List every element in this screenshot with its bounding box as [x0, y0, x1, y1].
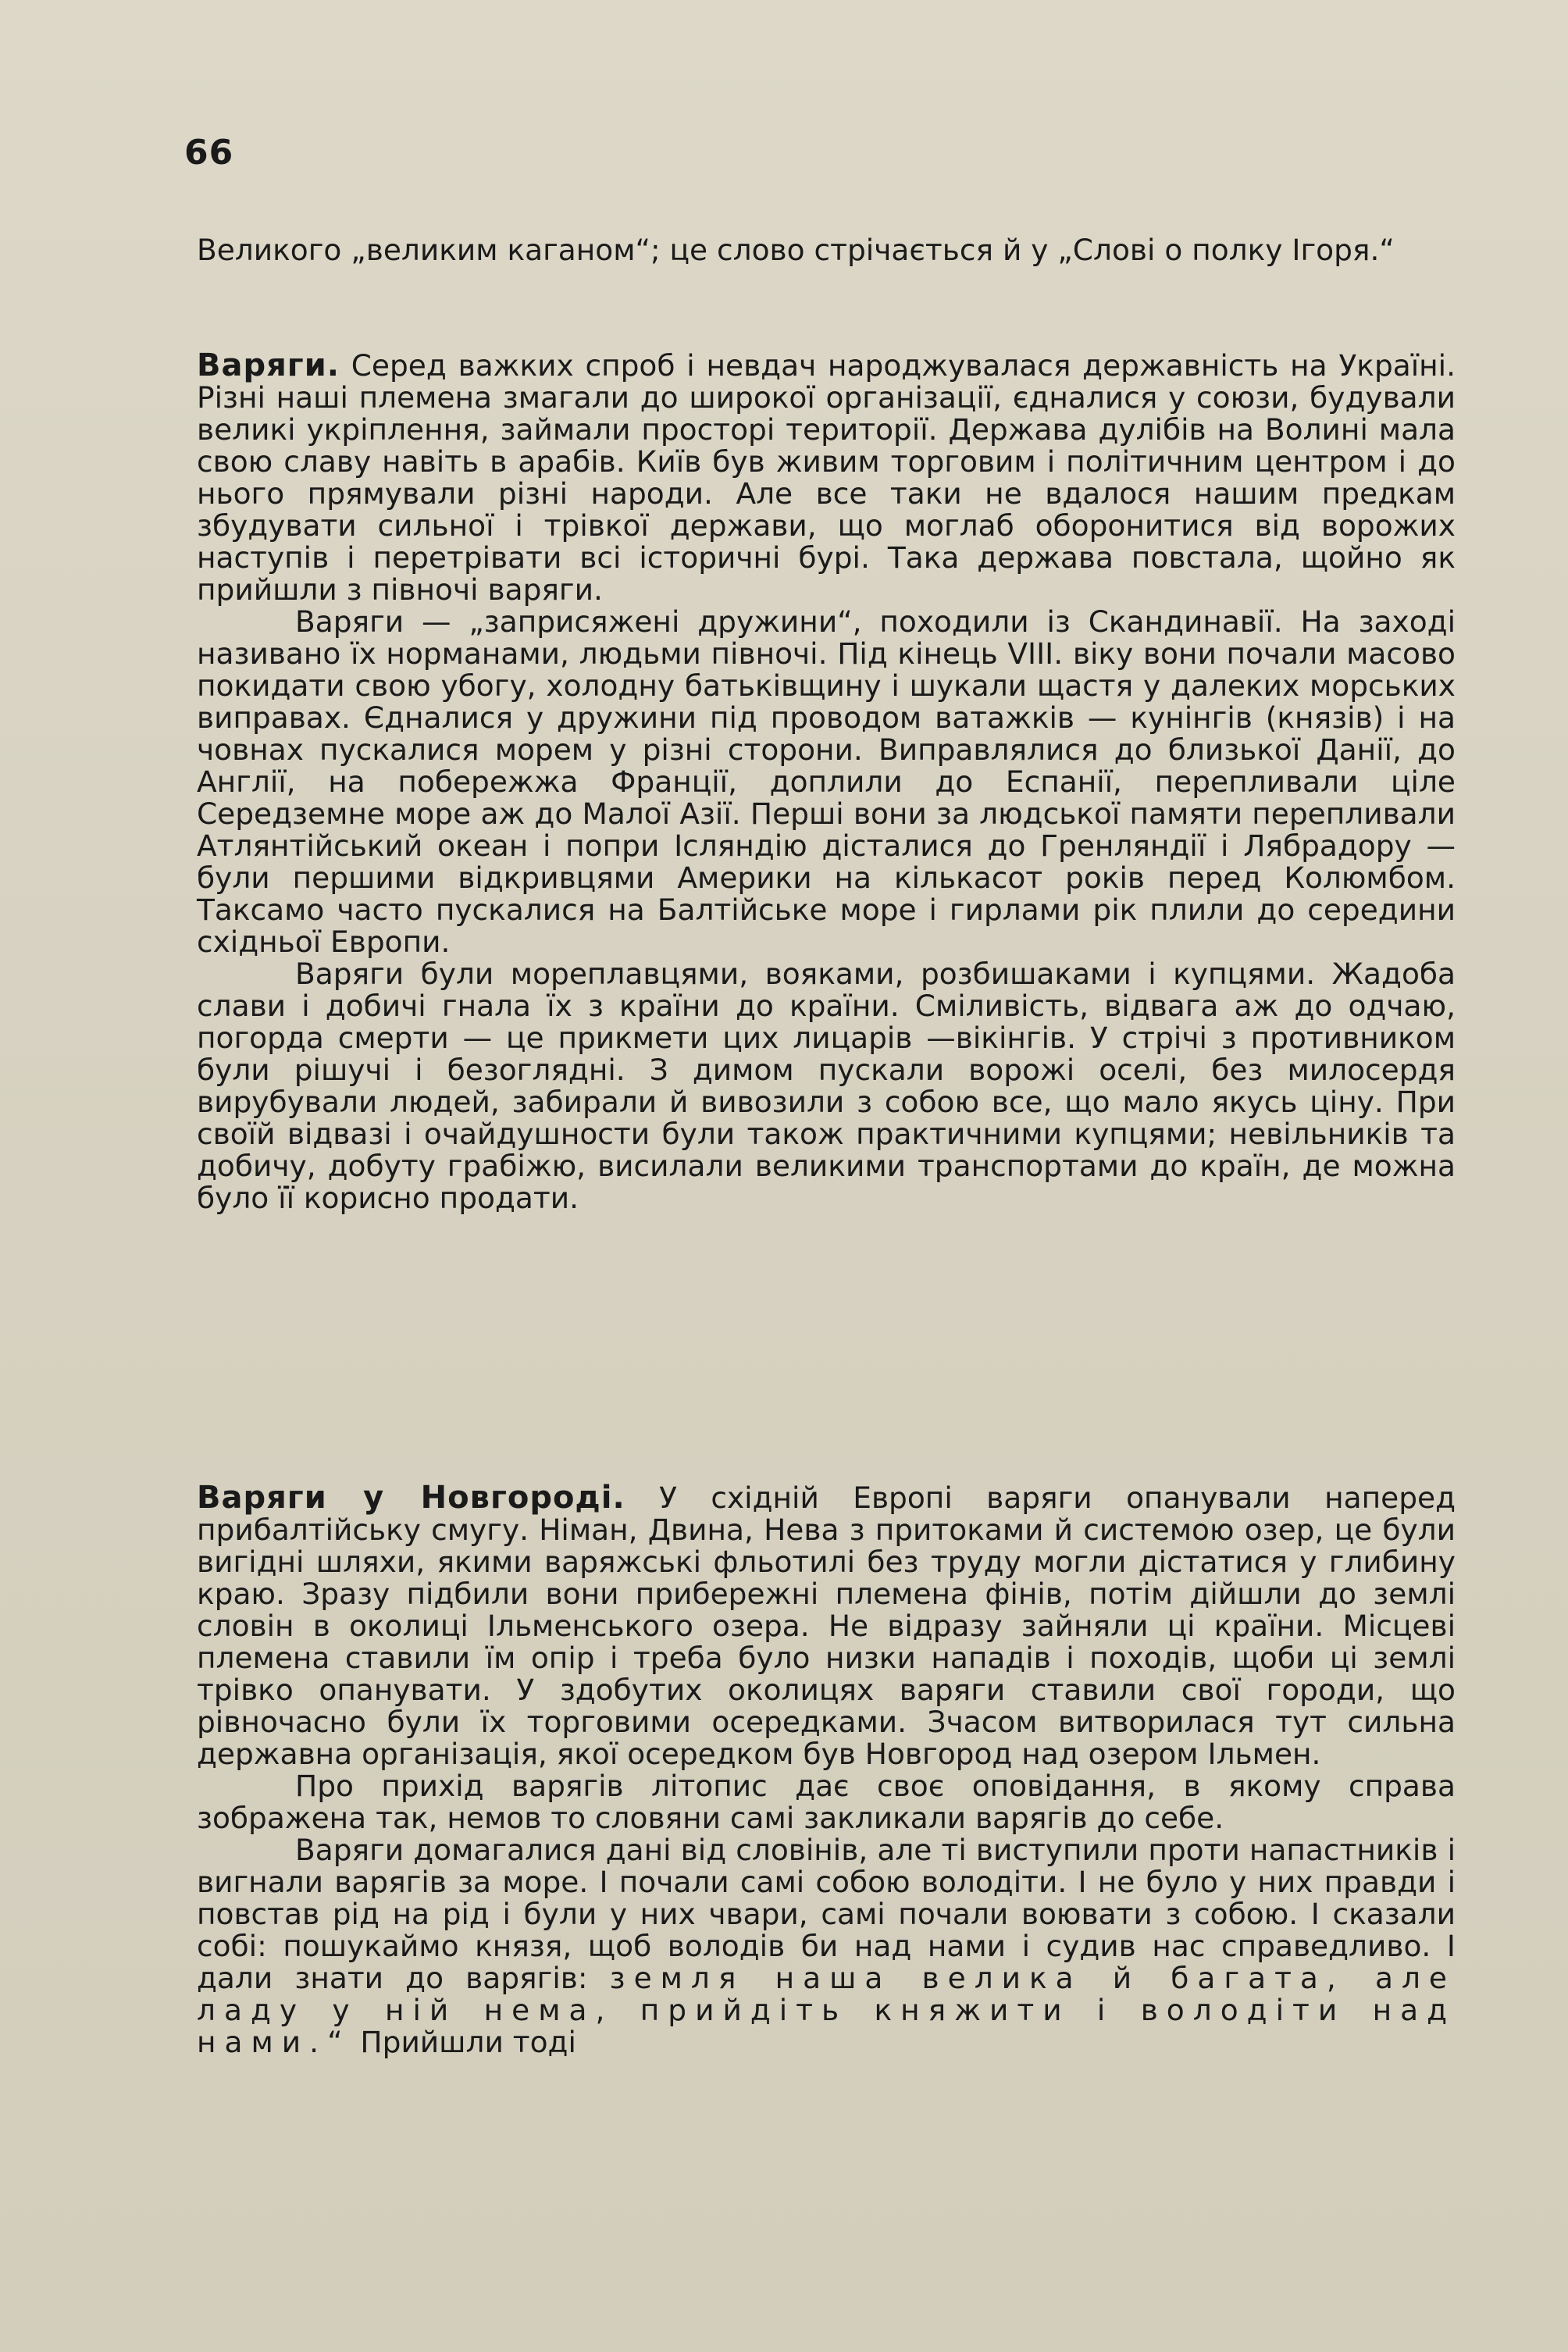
section-varyagy-paragraph-3: Варяги були мореплавцями, вояками, розбишаками і купцями. Жадоба слави і добичі гнала їх з країни до країни. Сміливість, відвага аж до одчаю, погорда смерти — це прикмети цих лицарів —вікінгів. У стрічі з противником були рішучі і безоглядні. З димом пускали ворожі оселі, без милосердя вирубували людей, забирали й вивозили з собою все, що мало якусь ціну. При своїй відвазі і очайдушности були також практичними купцями; невільників та добичу, добуту грабіжю, висилали великими транспортами до країн, де можна було її корисно продати.: [197, 957, 1456, 1215]
intro-text-block: [197, 234, 1456, 266]
section-novgorod-text-3: Варяги домагалися дані від словінів, але ті виступили проти напастників і вигнали варягів за море. І почали самі собою володіти. І не було у них правди і повстав рід на рід і були у них чвари, самі почали воювати з собою. І сказали собі: пошукаймо князя, щоб володів би над нами і судив нас справедливо. І дали знати до варягів:: [197, 1833, 1456, 1995]
section-novgorod-paragraph-1: [197, 1482, 1456, 1770]
section-novgorod-paragraph-3: [197, 1834, 1456, 2058]
section-varyagy: [197, 347, 1456, 1215]
section-varyagy-text-1: Серед важких спроб і невдач народжувалася державність на Україні. Різні наші племена змагали до широкої організації, єдналися у союзи, будували великі укріплення, займали просторі території. Держава дулібів на Волині мала свою славу навіть в арабів. Київ був живим торговим і політичним центром і до нього прямували різні народи. Але все таки не вдалося нашим предкам збудувати сильної і трівкої держави, що моглаб оборонитися від ворожих наступів і перетрівати всі історичні бурі. Така держава повстала, щойно як прийшли з півночі варяги.: [197, 348, 1456, 607]
section-novgorod-text-1: У східній Европі варяги опанували наперед прибалтійську смугу. Німан, Двина, Нева з притоками й системою озер, це були вигідні шляхи, якими варяжські фльотилі без труду могли дістатися у глибину краю. Зразу підбили вони прибережні племена фінів, потім дійшли до землі словін в околиці Ільменського озера. Не відразу зайняли ці країни. Місцеві племена ставили їм опір і треба було низки нападів і походів, щоби ці землі трівко опанувати. У здобутих околицях варяги ставили свої городи, що рівночасно були їх торговими осередками. Зчасом витворилася тут сильна державна організація, якої осередком був Новгород над озером Ільмен.: [197, 1481, 1456, 1771]
intro-paragraph: Великого „великим каганом“; це слово стрічається й у „Слові о полку Ігоря.“: [197, 233, 1395, 267]
section-varyagy-paragraph-1: [197, 347, 1456, 607]
section-novgorod: [197, 1482, 1456, 2058]
page-number: 66: [184, 133, 234, 173]
chronicle-quote: земля наша велика й багата, але ладу у ній нема, прийдіть княжити і володіти над нами.“: [197, 1961, 1456, 2059]
section-novgorod-tail: Прийшли тоді: [351, 2025, 576, 2059]
section-varyagy-heading: Варяги.: [197, 347, 340, 383]
section-novgorod-heading: Варяги у Новгороді.: [197, 1480, 625, 1516]
section-novgorod-paragraph-2: Про прихід варягів літопис дає своє оповідання, в якому справа зображена так, немов то словяни самі закликали варягів до себе.: [197, 1769, 1456, 1835]
section-varyagy-paragraph-2: Варяги — „заприсяжені дружини“, походили із Скандинавії. На заході називано їх норманами, людьми півночі. Під кінець VIII. віку вони почали масово покидати свою убогу, холодну батьківщину і шукали щастя у далеких морських виправах. Єдналися у дружини під проводом ватажків — кунінгів (князів) і на човнах пускалися морем у різні сторони. Виправлялися до близької Данії, до Англії, на побережжа Франції, доплили до Еспанії, перепливали ціле Середземне море аж до Малої Азії. Перші вони за людської памяти перепливали Атлянтійський океан і попри Ісляндію дісталися до Гренляндії і Лябрадору — були першими відкривцями Америки на кількасот років перед Колюмбом. Таксамо часто пускалися на Балтійське море і гирлами рік плили до середини східньої Европи.: [197, 604, 1456, 959]
